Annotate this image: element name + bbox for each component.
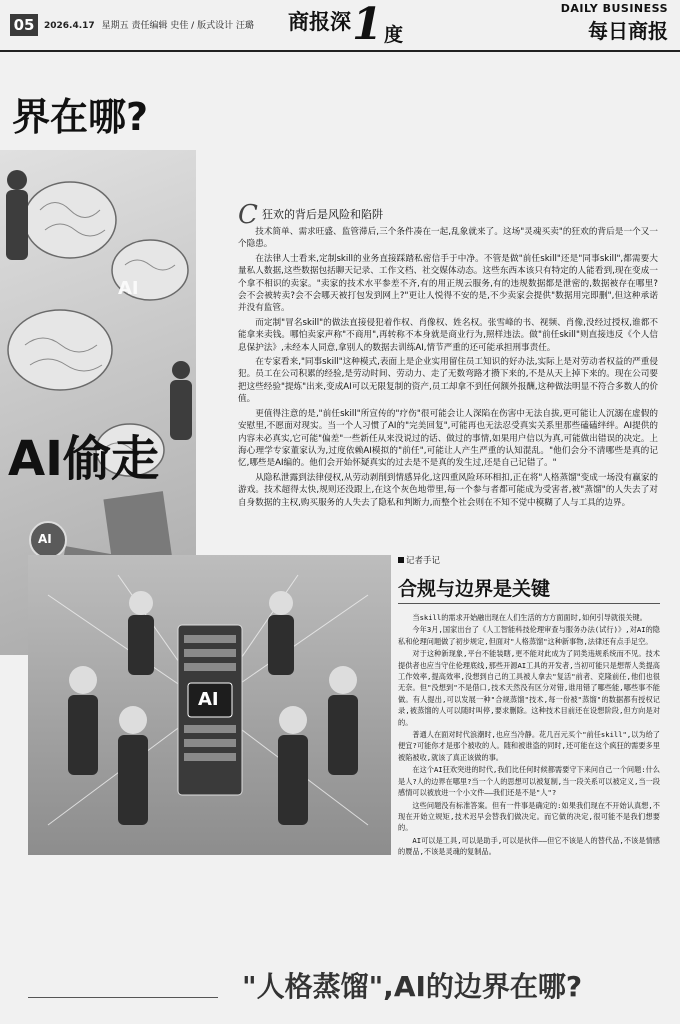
square-bullet-icon: [398, 557, 404, 563]
sidebar-paragraph: AI可以是工具,可以是助手,可以是伙伴——但它不该是人的替代品,不该是情感的赝品,不该是灵魂的复制品。: [398, 835, 660, 857]
article-paragraph: 在专家看来,"同事skill"这种模式,表面上是企业实用留住员工知识的好办法,实际上是对劳动者权益的严重侵犯。员工在公司积累的经验,是劳动时间、劳动力、走了无数弯路才攒下来的,不是从天上掉下来的。现在公司要把这些经验"提炼"出来,变成AI可以无限复制的资产,员工却拿不到任何额外报酬,这种做法明显不符合多数人的价值。: [238, 357, 658, 405]
article-subhead: 狂欢的背后是风险和陷阱: [262, 208, 383, 221]
brand-chinese: 每日商报: [588, 19, 668, 43]
bottom-divider: [28, 997, 218, 998]
article-paragraph: 技术简单、需求旺盛、监管滞后,三个条件凑在一起,乱象就来了。这场"灵魂买卖"的狂欢的背后是一个又一个隐患。: [238, 227, 658, 250]
sidebar-paragraph: 在这个AI狂欢突进的时代,我们比任何时候都需要守下来问自己一个问题:什么是人?人的边界在哪里?当一个人的思想可以被复制,当一段关系可以被定义,当一段感情可以被放进一个小文件——我们还是不是"人"?: [398, 765, 660, 798]
sidebar-paragraph: 普通人在面对时代浪潮时,也应当冷静。花几百元买个"前任skill",以为给了便宜?可能你才是那个被收的人。随和被谁盗的同时,还可能在这个疯狂的需要多里被陷被收,就该了真正该做的事。: [398, 730, 660, 762]
page-number: 05: [10, 14, 38, 36]
article-body: [238, 226, 658, 511]
ai-label-1: AI: [118, 278, 139, 299]
sidebar-paragraph: 对于这种新现象,平台不能装瞎,更不能对此成为了同类违规系统而不见。技术提供者也应当守住伦理底线,那些开源AI工具的开发者,当初可能只是想帮人类提高工作效率,提高效率,没想到自己的工具被人拿去"复活"前者、克隆前任,他们也很无奈。但"没想到"不是借口,技术天然没有区分对错,谁用错了哪些能,哪些事不能做。有人提出,可以发展一种"合规蒸馏"技术,每一份被"蒸馏"的数据都有授权记录,被蒸馏的人可以随时叫停,要求删除。这种技术目前还在设想阶段,但方向是对的。: [398, 649, 660, 727]
article-paragraph: 而定制"冒名skill"的做法直接侵犯着作权、肖像权、姓名权。张雪峰的书、视频、肖像,没经过授权,谁都不能拿来卖钱。哪怕卖家声称"不商用",再转称不本身就是商业行为,照样违法。做"前任skill"则直接违反《个人信息保护法》,未经本人同意,拿别人的数据去训练AI,情节严重的还可能承担刑事责任。: [238, 317, 658, 353]
sidebar-kicker-text: 记者手记: [406, 556, 441, 566]
sidebar-kicker: [398, 554, 440, 566]
section-title-prefix: 商报深: [288, 10, 351, 34]
section-title-numeral: 1: [352, 0, 383, 50]
sidebar-paragraph: 当skill的需求开始融出现在人们生活的方方面面时,如何引导就很关键。: [412, 613, 647, 622]
sidebar-paragraph: 今年3月,国家出台了《人工智能科技伦理审查与服务办法(试行)》,对AI的隐私和伦理问题做了初步规定,但面对"人格蒸馏"这种新事物,法律还有点手足空。: [398, 625, 660, 646]
page-header: [0, 0, 680, 52]
illustration-server-people: [28, 555, 391, 855]
issue-meta: [44, 18, 254, 31]
section-title-suffix: 度: [384, 24, 404, 46]
illustration-overlay-title: AI偷走: [8, 431, 160, 487]
article-paragraph: 在法律人士看来,定制skill的业务直接踩踏私密信手于中净。不管是做"前任skill"还是"同事skill",都需要大量私人数据,这些数据包括聊天记录、工作文档、社交媒体动态。这些东西本该只有特定的人能看到,现在变成一个拿不相识的卖家。"卖家的技术水平参差不齐,有的用正规云服务,有的违规数据都是泄密的,数据被存在哪里?会不会被转卖?会不会哪天被打包发到网上?"更让人悦得不安的是,不少卖家会提供"数据用完即删",但这种承诺并没有监管。: [238, 253, 658, 314]
article-dropcap: C: [238, 200, 258, 230]
sidebar-body: [398, 612, 660, 859]
sidebar-headline: 合规与边界是关键: [398, 578, 551, 600]
ai-label-3: AI: [198, 689, 219, 710]
sidebar-paragraph: 这些问题没有标准答案。但有一件事是确定的:如果我们现在不开始认真想,不现在开始立规矩,技术迟早会替我们做决定。而它做的决定,很可能不是我们想要的。: [398, 800, 660, 833]
headline-bottom: "人格蒸馏",AI的边界在哪?: [242, 970, 583, 1003]
brand-english: DAILY BUSINESS: [560, 2, 668, 15]
sidebar-divider: [398, 603, 660, 604]
header-divider: [0, 50, 680, 52]
article-paragraph: 从隐私泄露到法律侵权,从劳动剥削到情感异化,这四重风险环环相扣,正在将"人格蒸馏"变成一场没有赢家的游戏。技术超得太快,规则还没跟上,在这个灰色地带里,每一个参与者都可能成为受害者,被"蒸馏"的人失去了对自身数据的主权,购买服务的人失去了隐私和判断力,而整个社会则在不知不觉中模糊了人与工具的边界。: [238, 472, 659, 508]
article-paragraph: 更值得注意的是,"前任skill"所宣传的"疗伤"很可能会让人深陷在伤害中无法自拔,更可能让人沉溺在虚假的安慰里,不愿面对现实。当一个人习惯了AI的"完美回复",可能再也无法忍受真实关系里那些磕磕绊绊。AI提供的内容未必真实,它可能"偏差"一些新任从来没说过的话、做过的事情,如果用户信以为真,可能做出错误的决定。上海心理学专家董家认为,过度依赖AI模拟的"前任",可能让人产生严重的认知混乱。"他们会分不清哪些是真的记忆,哪些是AI编的。他们会开始怀疑真实的过去是不是真的发生过,还是自己记错了。": [238, 408, 659, 469]
issue-date: 2026.4.17: [44, 21, 95, 31]
ai-label-2: AI: [38, 532, 52, 546]
issue-weekday: 星期五: [101, 21, 129, 31]
editor-credit: 责任编辑 史佳 / 版式设计 汪璐: [131, 21, 254, 31]
headline-top-fragment: 界在哪?: [12, 95, 149, 139]
